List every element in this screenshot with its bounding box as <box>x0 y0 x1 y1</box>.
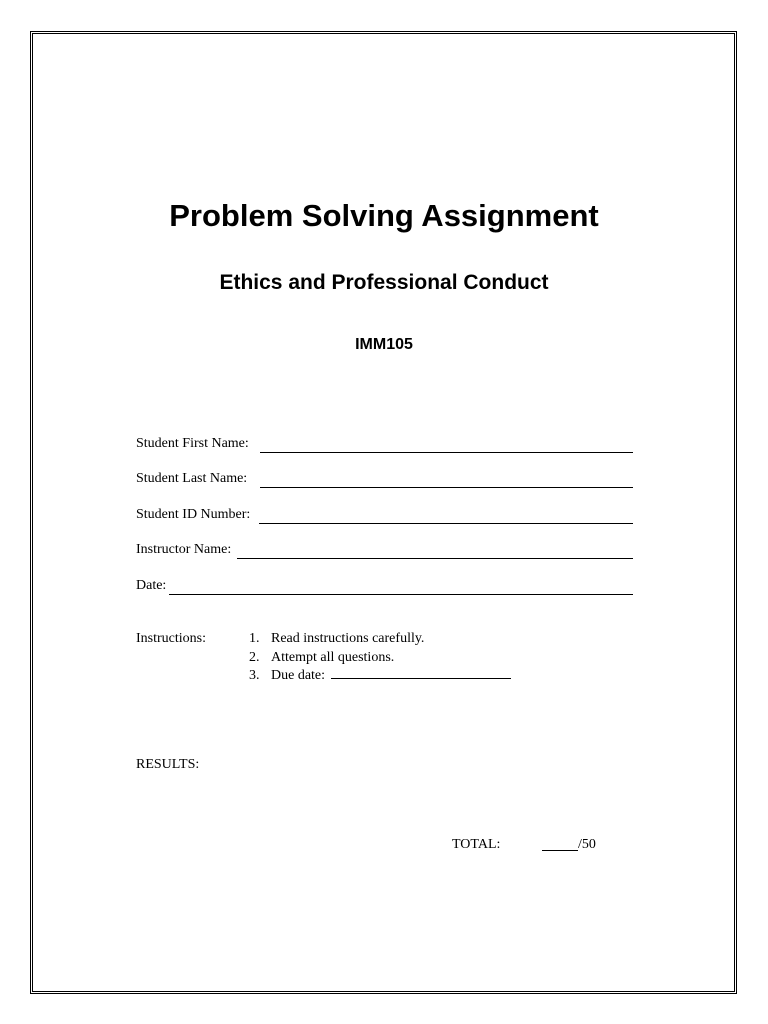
instruction-number: 1. <box>249 631 260 646</box>
total-blank <box>542 850 578 851</box>
student-id-blank <box>259 523 633 524</box>
instruction-number: 2. <box>249 650 260 665</box>
instructions-label: Instructions: <box>136 631 206 646</box>
total-value: /50 <box>578 837 596 852</box>
total-label: TOTAL: <box>452 837 501 852</box>
date-label: Date: <box>136 578 167 593</box>
instructor-name-blank <box>237 558 633 559</box>
instruction-text: Due date: <box>271 668 326 683</box>
instruction-text: Read instructions carefully. <box>271 631 425 646</box>
document-title: Problem Solving Assignment <box>169 198 599 233</box>
instruction-item <box>249 631 424 647</box>
first-name-blank <box>260 452 633 453</box>
due-date-blank <box>331 667 511 679</box>
student-id-label: Student ID Number: <box>136 507 251 522</box>
results-label: RESULTS: <box>136 757 200 772</box>
instruction-item <box>249 650 394 666</box>
instruction-number: 3. <box>249 668 260 683</box>
last-name-label: Student Last Name: <box>136 471 248 486</box>
course-code: IMM105 <box>355 336 413 353</box>
last-name-blank <box>260 487 633 488</box>
date-blank <box>169 594 633 595</box>
instruction-item <box>249 667 511 684</box>
instruction-text: Attempt all questions. <box>271 650 395 665</box>
instructor-name-label: Instructor Name: <box>136 542 232 557</box>
document-subtitle: Ethics and Professional Conduct <box>219 271 549 294</box>
first-name-label: Student First Name: <box>136 436 249 451</box>
